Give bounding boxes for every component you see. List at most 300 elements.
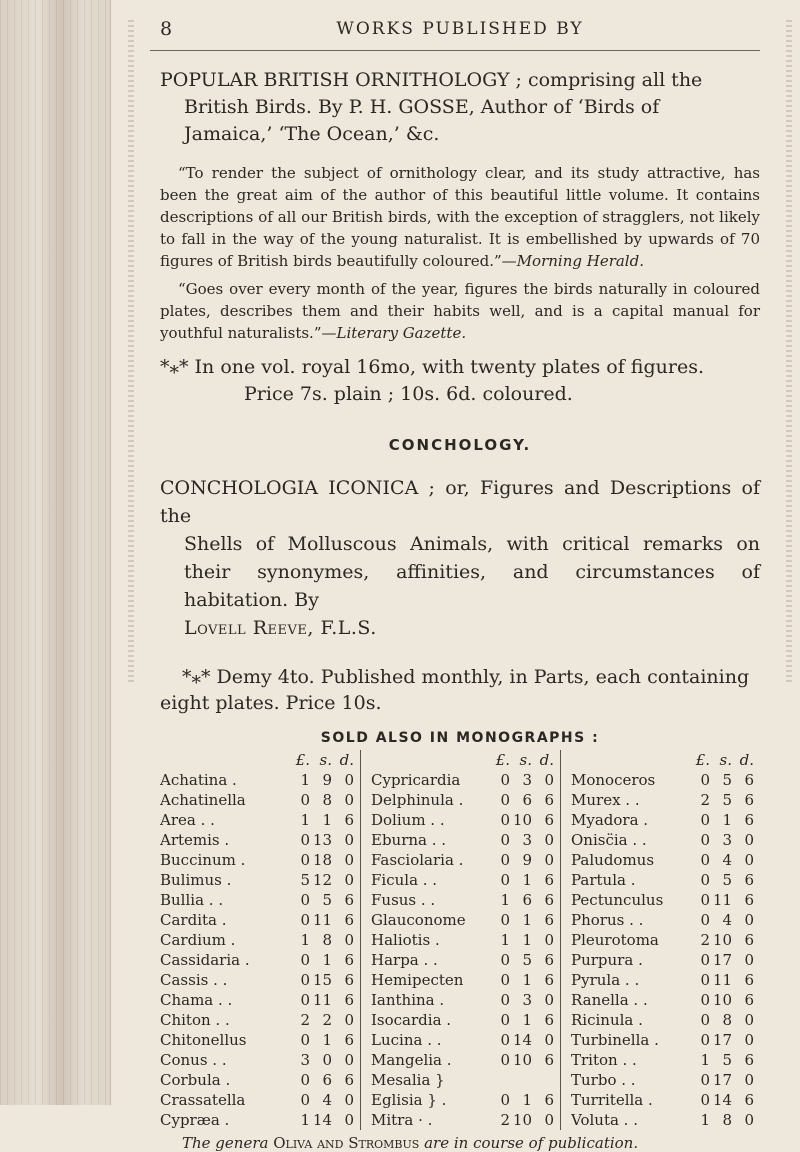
price-pence: 6 [544, 971, 554, 989]
price-shillings: 12 [312, 871, 332, 889]
currency-unit: d. [339, 751, 354, 769]
price-row [160, 810, 354, 830]
price-pounds: 0 [500, 971, 510, 989]
price-shillings: 14 [312, 1111, 332, 1129]
price-pence: 0 [744, 1011, 754, 1029]
price-row [571, 990, 754, 1010]
ornithology-note [160, 354, 760, 408]
price-shillings: 1 [522, 1091, 532, 1109]
genus-name: Phorus . . [571, 911, 644, 929]
conchology-note [160, 664, 760, 716]
genus-name: Mesalia } [371, 1071, 445, 1089]
price-pence: 0 [744, 1111, 754, 1129]
price-pounds: 0 [700, 1091, 710, 1109]
price-shillings: 11 [312, 991, 332, 1009]
price-shillings: 3 [522, 831, 532, 849]
genus-name: Glauconome [371, 911, 466, 929]
price-row [571, 950, 754, 970]
price-row [160, 1110, 354, 1130]
price-pounds: 0 [700, 911, 710, 929]
price-pounds: 0 [700, 951, 710, 969]
genus-name: Pyrula . . [571, 971, 640, 989]
price-shillings: 1 [722, 811, 732, 829]
price-pounds: 0 [700, 871, 710, 889]
price-row [160, 950, 354, 970]
genus-name: Fasciolaria . [371, 851, 464, 869]
price-row [371, 1050, 554, 1070]
price-row [571, 930, 754, 950]
price-shillings: 17 [712, 951, 732, 969]
page-number: 8 [160, 18, 175, 40]
genus-name: Ficula . . [371, 871, 438, 889]
price-pounds: 0 [700, 811, 710, 829]
currency-unit: s. [319, 751, 332, 769]
price-row [571, 1050, 754, 1070]
conchology-author: Lovell Reeve, F.L.S. [184, 617, 377, 639]
genus-name: Cardium . [160, 931, 236, 949]
price-shillings: 8 [322, 931, 332, 949]
price-pence: 0 [544, 1031, 554, 1049]
genus-name: Isocardia . [371, 1011, 452, 1029]
price-shillings: 10 [712, 931, 732, 949]
genus-name: Chiton . . [160, 1011, 230, 1029]
price-row [160, 930, 354, 950]
genus-name: Corbula . [160, 1071, 231, 1089]
price-pence: 0 [744, 1031, 754, 1049]
price-pounds: 0 [500, 1091, 510, 1109]
price-shillings: 5 [722, 791, 732, 809]
price-pounds: 1 [500, 931, 510, 949]
price-pounds: 1 [500, 891, 510, 909]
price-shillings: 4 [322, 1091, 332, 1109]
price-pence: 6 [544, 1051, 554, 1069]
price-pounds: 0 [500, 871, 510, 889]
price-pounds: 0 [700, 1031, 710, 1049]
price-shillings: 15 [312, 971, 332, 989]
price-shillings: 1 [522, 871, 532, 889]
genus-name: Ranella . . [571, 991, 648, 1009]
price-pounds: 0 [700, 971, 710, 989]
currency-header [160, 750, 354, 770]
ornithology-title: POPULAR BRITISH ORNITHOLOGY ; [160, 69, 522, 91]
price-pence: 0 [344, 1091, 354, 1109]
price-shillings: 18 [312, 851, 332, 869]
genus-name: Voluta . . [571, 1111, 638, 1129]
currency-unit: s. [719, 751, 732, 769]
price-pence [532, 1070, 554, 1090]
genera-note: The genera Oliva and Strombus are in course of publication. [182, 1134, 639, 1152]
price-pounds: 0 [700, 991, 710, 1009]
price-shillings: 5 [722, 871, 732, 889]
price-row [571, 870, 754, 890]
price-shillings: 11 [312, 911, 332, 929]
price-row [371, 790, 554, 810]
price-row [371, 830, 554, 850]
price-row [160, 1050, 354, 1070]
price-row [160, 1070, 354, 1090]
monographs-heading: SOLD ALSO IN MONOGRAPHS : [320, 730, 600, 746]
price-row [371, 890, 554, 910]
price-row [160, 1010, 354, 1030]
price-pounds: 0 [300, 851, 310, 869]
price-row [371, 1110, 554, 1130]
genus-name: Chitonellus [160, 1031, 247, 1049]
price-row [160, 970, 354, 990]
ornithology-line3: Jamaica,’ ‘The Ocean,’ &c. [184, 123, 440, 145]
price-pence: 6 [744, 771, 754, 789]
genus-name: Lucina . . [371, 1031, 442, 1049]
price-shillings: 1 [522, 911, 532, 929]
price-shillings: 10 [512, 1111, 532, 1129]
running-head-title: WORKS PUBLISHED BY [336, 19, 584, 39]
genus-name: Partula . [571, 871, 636, 889]
price-pence: 6 [544, 871, 554, 889]
price-pence: 6 [544, 891, 554, 909]
genus-name: Mangelia . [371, 1051, 452, 1069]
genus-name: Mitra · . [371, 1111, 433, 1129]
price-pence: 0 [344, 791, 354, 809]
price-pence: 0 [544, 851, 554, 869]
price-shillings: 4 [722, 911, 732, 929]
price-row [571, 1090, 754, 1110]
genus-name: Fusus . . [371, 891, 436, 909]
price-pence: 0 [544, 831, 554, 849]
conchology-description: Shells of Molluscous Animals, with critical remarks on their synonymes, affinities, and circumstances of habitation. By [184, 533, 760, 611]
price-pence: 0 [744, 851, 754, 869]
price-pence: 0 [744, 911, 754, 929]
price-pence: 0 [544, 1111, 554, 1129]
price-row [371, 970, 554, 990]
price-row [371, 1030, 554, 1050]
price-shillings: 8 [722, 1111, 732, 1129]
genus-name: Cypræa . [160, 1111, 230, 1129]
price-pounds: 0 [300, 791, 310, 809]
price-pounds: 0 [300, 1091, 310, 1109]
price-shillings: 1 [522, 971, 532, 989]
price-pence: 0 [344, 831, 354, 849]
price-pence: 6 [344, 991, 354, 1009]
price-pounds: 0 [500, 851, 510, 869]
price-row [571, 1010, 754, 1030]
genus-name: Delphinula . [371, 791, 464, 809]
price-pounds: 0 [500, 1051, 510, 1069]
price-pence: 6 [344, 911, 354, 929]
page-edge-right [786, 20, 792, 685]
price-pence: 6 [544, 911, 554, 929]
genus-name: Onisc̈ia . . [571, 831, 647, 849]
ornithology-line1-tail: comprising all the [521, 69, 703, 91]
price-pence: 6 [744, 931, 754, 949]
genus-name: Chama . . [160, 991, 233, 1009]
price-row [371, 910, 554, 930]
price-row [371, 850, 554, 870]
genus-name: Crassatella [160, 1091, 246, 1109]
price-pounds [488, 1070, 510, 1090]
ornithology-note-line1: *⁎* In one vol. royal 16mo, with twenty plates of figures. [160, 356, 704, 378]
price-pounds: 0 [500, 771, 510, 789]
genus-name: Conus . . [160, 1051, 227, 1069]
price-row [571, 830, 754, 850]
price-pence: 6 [544, 791, 554, 809]
price-column-2 [360, 750, 560, 1130]
price-pence: 6 [344, 1031, 354, 1049]
price-pence: 0 [344, 871, 354, 889]
genus-name: Myadora . [571, 811, 649, 829]
price-shillings: 13 [312, 831, 332, 849]
price-pence: 0 [344, 851, 354, 869]
price-column-3 [560, 750, 760, 1130]
conchology-section [160, 474, 760, 1152]
price-shillings: 3 [522, 771, 532, 789]
price-pence: 6 [544, 1091, 554, 1109]
price-shillings: 6 [522, 791, 532, 809]
monograph-price-table [160, 750, 760, 1130]
price-pence: 6 [544, 1011, 554, 1029]
price-pence: 0 [344, 1011, 354, 1029]
price-pounds: 1 [700, 1111, 710, 1129]
conchology-title: CONCHOLOGIA ICONICA ; [160, 477, 435, 499]
price-shillings: 10 [512, 1051, 532, 1069]
price-pounds: 0 [500, 831, 510, 849]
price-row [571, 1070, 754, 1090]
price-row [160, 790, 354, 810]
price-pounds: 0 [500, 1031, 510, 1049]
price-shillings: 4 [722, 851, 732, 869]
genus-name: Cardita . [160, 911, 227, 929]
price-shillings: 8 [322, 791, 332, 809]
price-pounds: 0 [300, 971, 310, 989]
price-pence: 6 [344, 1071, 354, 1089]
price-pounds: 0 [300, 991, 310, 1009]
genus-name: Ianthina . [371, 991, 445, 1009]
genera-names: Oliva and Strombus [273, 1134, 420, 1152]
price-row [571, 1030, 754, 1050]
price-pounds: 0 [700, 851, 710, 869]
price-row [160, 850, 354, 870]
price-row [571, 850, 754, 870]
ornithology-section [160, 67, 760, 408]
price-pence: 6 [544, 811, 554, 829]
price-row [371, 1070, 554, 1090]
genus-name: Achatina . [160, 771, 237, 789]
price-row [160, 990, 354, 1010]
currency-unit: £. [495, 751, 510, 769]
genus-name: Cassis . . [160, 971, 228, 989]
price-pounds: 0 [700, 771, 710, 789]
price-pounds: 2 [700, 931, 710, 949]
price-shillings: 1 [322, 811, 332, 829]
genus-name: Paludomus [571, 851, 655, 869]
price-pounds: 0 [700, 1071, 710, 1089]
price-shillings: 10 [512, 811, 532, 829]
price-pounds: 2 [700, 791, 710, 809]
price-pounds: 2 [300, 1011, 310, 1029]
price-shillings: 6 [522, 891, 532, 909]
price-shillings: 11 [712, 971, 732, 989]
price-pence: 0 [344, 771, 354, 789]
price-row [160, 890, 354, 910]
genus-name: Area . . [160, 811, 215, 829]
genus-name: Bullia . . [160, 891, 224, 909]
currency-unit: s. [519, 751, 532, 769]
price-row [160, 910, 354, 930]
currency-unit: d. [539, 751, 554, 769]
price-pounds: 0 [500, 911, 510, 929]
price-pounds: 5 [300, 871, 310, 889]
price-shillings: 9 [322, 771, 332, 789]
genus-name: Monoceros [571, 771, 656, 789]
price-pence: 0 [544, 771, 554, 789]
price-shillings [510, 1070, 532, 1090]
price-row [571, 810, 754, 830]
price-pounds: 0 [500, 951, 510, 969]
currency-unit: £. [295, 751, 310, 769]
price-shillings: 1 [322, 1031, 332, 1049]
price-row [371, 1090, 554, 1110]
genus-name: Pleurotoma [571, 931, 659, 949]
conchology-note-line1: *⁎* Demy 4to. Published monthly, in Parts, each containing [182, 666, 750, 688]
price-pence: 0 [344, 1111, 354, 1129]
price-row [571, 890, 754, 910]
price-pence: 0 [744, 1071, 754, 1089]
price-row [371, 930, 554, 950]
price-pence: 0 [544, 991, 554, 1009]
price-row [160, 770, 354, 790]
price-row [371, 990, 554, 1010]
price-row [571, 790, 754, 810]
price-row [160, 830, 354, 850]
currency-unit: £. [695, 751, 710, 769]
price-pounds: 0 [500, 1011, 510, 1029]
price-pence: 6 [744, 871, 754, 889]
price-pounds: 1 [300, 811, 310, 829]
price-pence: 6 [744, 891, 754, 909]
genus-name: Bulimus . [160, 871, 232, 889]
book-gutter [0, 0, 111, 1105]
genus-name: Turritella . [571, 1091, 653, 1109]
price-pence: 6 [344, 951, 354, 969]
price-shillings: 10 [712, 991, 732, 1009]
price-pence: 6 [544, 951, 554, 969]
currency-unit: d. [739, 751, 754, 769]
price-pence: 6 [344, 811, 354, 829]
ornithology-line2: British Birds. By P. H. GOSSE, Author of ‘Birds of [184, 96, 660, 118]
price-row [371, 810, 554, 830]
price-pence: 0 [544, 931, 554, 949]
price-pence: 0 [344, 1051, 354, 1069]
price-shillings: 3 [522, 991, 532, 1009]
price-pence: 0 [744, 831, 754, 849]
price-pounds: 0 [700, 891, 710, 909]
price-pounds: 0 [300, 1031, 310, 1049]
price-pounds: 0 [300, 891, 310, 909]
price-pence: 6 [744, 971, 754, 989]
price-shillings: 0 [322, 1051, 332, 1069]
genus-name: Cypricardia [371, 771, 461, 789]
price-shillings: 5 [322, 891, 332, 909]
genus-name: Eburna . . [371, 831, 447, 849]
price-pounds: 1 [700, 1051, 710, 1069]
price-shillings: 17 [712, 1031, 732, 1049]
genus-name: Turbo . . [571, 1071, 636, 1089]
reviews [160, 162, 760, 344]
genus-name: Ricinula . [571, 1011, 643, 1029]
price-row [571, 910, 754, 930]
price-row [160, 870, 354, 890]
genus-name: Eglisia } . [371, 1091, 447, 1109]
price-shillings: 11 [712, 891, 732, 909]
price-pounds: 3 [300, 1051, 310, 1069]
price-pounds: 0 [700, 831, 710, 849]
price-row [371, 770, 554, 790]
genus-name: Cassidaria . [160, 951, 250, 969]
genus-name: Buccinum . [160, 851, 246, 869]
price-row [371, 950, 554, 970]
price-pounds: 0 [300, 1071, 310, 1089]
price-pounds: 0 [500, 811, 510, 829]
price-shillings: 8 [722, 1011, 732, 1029]
header-rule [150, 50, 760, 51]
price-pounds: 1 [300, 771, 310, 789]
price-shillings: 1 [322, 951, 332, 969]
price-shillings: 6 [322, 1071, 332, 1089]
price-row [160, 1090, 354, 1110]
price-shillings: 2 [322, 1011, 332, 1029]
price-pence: 6 [744, 1091, 754, 1109]
price-pence: 6 [744, 991, 754, 1009]
price-shillings: 17 [712, 1071, 732, 1089]
currency-header [571, 750, 754, 770]
conchology-note-line2: eight plates. Price 10s. [160, 692, 382, 714]
genus-name: Triton . . [571, 1051, 637, 1069]
price-shillings: 5 [722, 771, 732, 789]
currency-header [371, 750, 554, 770]
book-page [140, 14, 780, 1152]
review-literary-gazette: “Goes over every month of the year, figures the birds naturally in coloured plates, describes them and their habits well, and is a capital manual for youthful naturalists.”—Literary Gazette. [160, 280, 760, 342]
price-row [571, 970, 754, 990]
price-pounds: 2 [500, 1111, 510, 1129]
page-edge-left [128, 20, 134, 685]
price-pounds: 1 [300, 931, 310, 949]
genus-name: Murex . . [571, 791, 640, 809]
genus-name: Artemis . [160, 831, 230, 849]
price-shillings: 5 [522, 951, 532, 969]
price-pence: 0 [744, 951, 754, 969]
genus-name: Dolium . . [371, 811, 445, 829]
conchology-entry: CONCHOLOGIA ICONICA ; or, Figures and Descriptions of the Shells of Molluscous Animals, with critical remarks on their synonymes, affinities, and circumstances of habitation. By Lovell Reeve, F.L.S. [160, 477, 760, 639]
price-pence: 6 [744, 1051, 754, 1069]
price-shillings: 9 [522, 851, 532, 869]
price-pounds: 1 [300, 1111, 310, 1129]
price-row [371, 1010, 554, 1030]
price-row [160, 1030, 354, 1050]
price-pounds: 0 [300, 831, 310, 849]
price-pounds: 0 [300, 911, 310, 929]
ornithology-price: Price 7s. plain ; 10s. 6d. coloured. [244, 383, 573, 405]
genus-name: Haliotis . [371, 931, 440, 949]
price-pence: 6 [744, 811, 754, 829]
price-pence: 0 [344, 931, 354, 949]
price-row [371, 870, 554, 890]
price-pounds: 0 [500, 991, 510, 1009]
genus-name: Purpura . [571, 951, 643, 969]
genus-name: Pectunculus [571, 891, 664, 909]
price-shillings: 14 [512, 1031, 532, 1049]
price-pounds: 0 [300, 951, 310, 969]
genus-name: Hemipecten [371, 971, 464, 989]
ornithology-entry [160, 67, 760, 148]
review-morning-herald: “To render the subject of ornithology clear, and its study attractive, has been the great aim of the author of this beautiful little volume. It contains descriptions of all our British birds, with the exception of stragglers, not likely to fall in the way of the young naturalist. It is embellished by upwards of 70 figures of British birds beautifully coloured.”—Morning Herald. [160, 164, 760, 270]
